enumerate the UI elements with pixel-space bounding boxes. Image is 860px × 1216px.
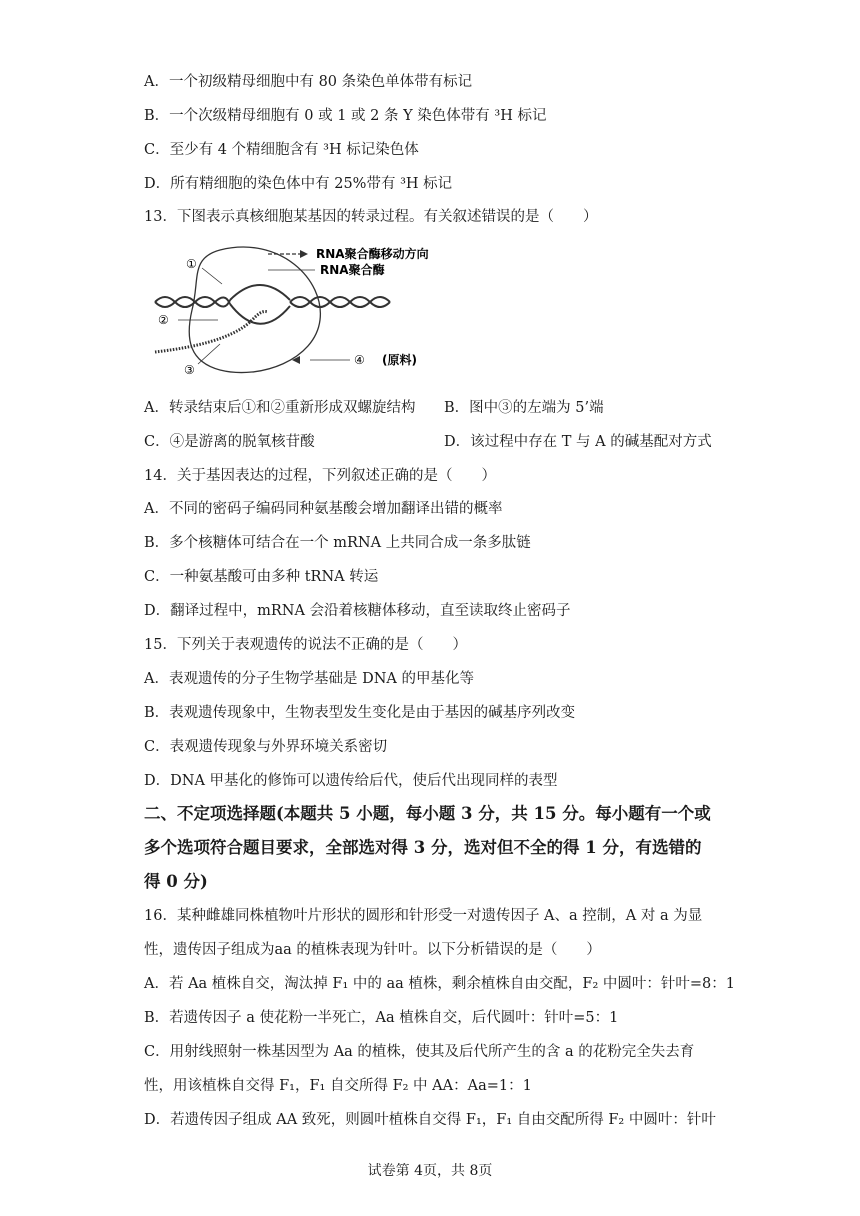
label-2: ② (158, 313, 169, 327)
q16-option-d: D．若遗传因子组成 AA 致死，则圆叶植株自交得 F₁，F₁ 自由交配所得 F₂ 中圆叶：针叶 (144, 1112, 716, 1128)
move-direction-arrowhead (300, 250, 308, 258)
q16-stem-line-1: 16．某种雌雄同株植物叶片形状的圆形和针形受一对遗传因子 A、a 控制，A 对 a 为显 (144, 908, 703, 924)
coding-strand (230, 285, 290, 300)
q16-option-c-line-1: C．用射线照射一株基因型为 Aa 的植株，使其及后代所产生的含 a 的花粉完全失去育 (144, 1044, 695, 1060)
q16-stem-line-2: 性，遗传因子组成为aa 的植株表现为针叶。以下分析错误的是（ ） (144, 942, 601, 958)
section-heading-line-3: 得 0 分) (144, 872, 208, 891)
q12-option-d: D．所有精细胞的染色体中有 25%带有 ³H 标记 (144, 176, 453, 192)
q16-option-c-line-2: 性，用该植株自交得 F₁，F₁ 自交所得 F₂ 中 AA：Aa=1：1 (144, 1078, 532, 1094)
q14-option-a: A．不同的密码子编码同种氨基酸会增加翻译出错的概率 (144, 501, 503, 517)
q15-stem: 15．下列关于表观遗传的说法不正确的是（ ） (144, 637, 467, 653)
section-heading-line-2: 多个选项符合题目要求，全部选对得 3 分，选对但不全的得 1 分，有选错的 (144, 838, 702, 857)
q12-option-b: B．一个次级精母细胞有 0 或 1 或 2 条 Y 染色体带有 ³H 标记 (144, 108, 547, 124)
q16-option-b: B．若遗传因子 a 使花粉一半死亡，Aa 植株自交，后代圆叶：针叶=5：1 (144, 1010, 619, 1026)
template-strand (230, 304, 290, 324)
q12-option-a: A．一个初级精母细胞中有 80 条染色单体带有标记 (144, 74, 473, 90)
q14-option-b: B．多个核糖体可结合在一个 mRNA 上共同合成一条多肽链 (144, 535, 531, 551)
q14-stem: 14．关于基因表达的过程，下列叙述正确的是（ ） (144, 468, 496, 484)
enzyme-label: RNA聚合酶 (320, 263, 385, 277)
page-footer: 试卷第 4页，共 8页 (367, 1163, 493, 1179)
transcription-figure (150, 240, 440, 380)
label-1: ① (186, 257, 197, 271)
q13-option-a: A．转录结束后①和②重新形成双螺旋结构 (144, 400, 416, 416)
label-3: ③ (184, 363, 195, 377)
q13-option-d: D．该过程中存在 T 与 A 的碱基配对方式 (444, 434, 712, 450)
q15-option-b: B．表观遗传现象中，生物表型发生变化是由于基因的碱基序列改变 (144, 705, 576, 721)
q14-option-c: C．一种氨基酸可由多种 tRNA 转运 (144, 569, 379, 585)
q13-option-b: B．图中③的左端为 5’端 (444, 400, 604, 416)
label-1-pointer (202, 268, 222, 284)
q16-option-a: A．若 Aa 植株自交，淘汰掉 F₁ 中的 aa 植株，剩余植株自由交配，F₂ 中圆叶：针叶=8：1 (144, 976, 735, 992)
q15-option-c: C．表观遗传现象与外界环境关系密切 (144, 739, 388, 755)
q15-option-a: A．表观遗传的分子生物学基础是 DNA 的甲基化等 (144, 671, 474, 687)
q13-option-c: C．④是游离的脱氧核苷酸 (144, 434, 315, 450)
label-4: ④ (354, 353, 365, 367)
move-direction-label: RNA聚合酶移动方向 (316, 247, 429, 261)
section-heading-line-1: 二、不定项选择题(本题共 5 小题，每小题 3 分，共 15 分。每小题有一个或 (144, 804, 711, 823)
q13-stem: 13．下图表示真核细胞某基因的转录过程。有关叙述错误的是（ ） (144, 209, 598, 225)
q14-option-d: D．翻译过程中，mRNA 会沿着核糖体移动，直至读取终止密码子 (144, 603, 571, 619)
q15-option-d: D．DNA 甲基化的修饰可以遗传给后代，使后代出现同样的表型 (144, 773, 558, 789)
transcription-diagram (150, 240, 440, 380)
q12-option-c: C．至少有 4 个精细胞含有 ³H 标记染色体 (144, 142, 419, 158)
label-3-pointer (198, 344, 220, 364)
raw-material-label: (原料) (382, 353, 417, 367)
rna-strand (155, 311, 268, 352)
